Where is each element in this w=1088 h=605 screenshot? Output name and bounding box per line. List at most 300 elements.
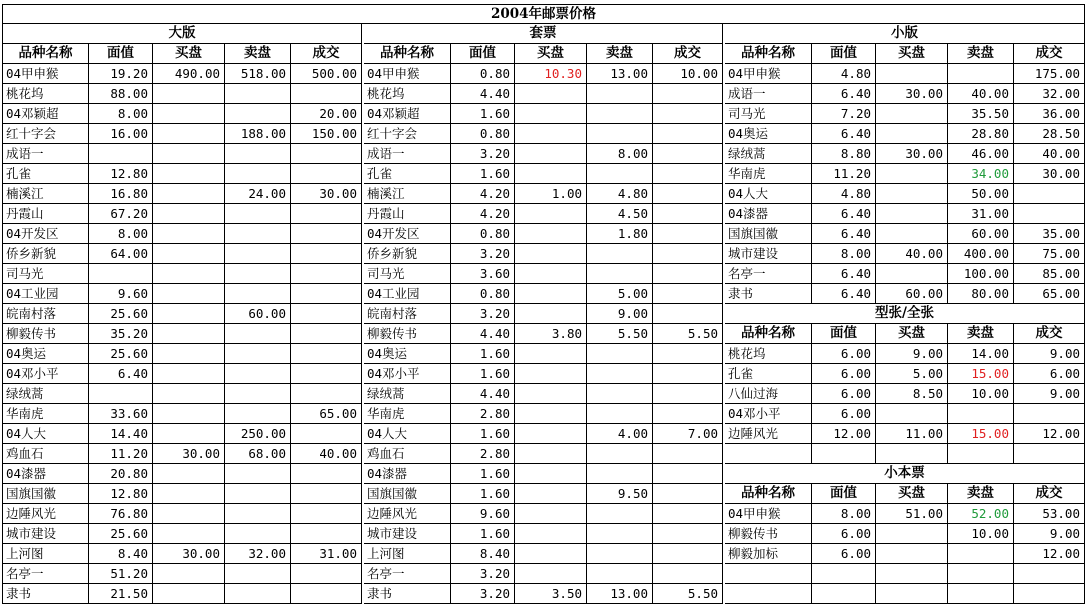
cell-face-value[interactable]: 51.20 <box>89 564 153 584</box>
cell-ask[interactable]: 250.00 <box>225 424 291 444</box>
cell-face-value[interactable]: 16.80 <box>89 184 153 204</box>
cell-name[interactable]: 04奥运 <box>2 344 89 364</box>
cell-face-value[interactable]: 25.60 <box>89 304 153 324</box>
cell-deal[interactable] <box>291 164 362 184</box>
cell-face-value[interactable]: 20.80 <box>89 464 153 484</box>
cell-bid[interactable] <box>515 344 587 364</box>
cell-face-value[interactable]: 1.60 <box>451 344 515 364</box>
cell-ask[interactable]: 518.00 <box>225 64 291 84</box>
cell-bid[interactable]: 40.00 <box>876 244 948 264</box>
cell-ask[interactable] <box>587 504 653 524</box>
cell-face-value[interactable]: 6.00 <box>812 384 876 404</box>
cell-bid[interactable] <box>153 464 225 484</box>
cell-face-value[interactable]: 8.00 <box>812 504 876 524</box>
cell-name[interactable]: 红十字会 <box>2 124 89 144</box>
header-face-value[interactable]: 面值 <box>812 484 876 504</box>
cell-face-value[interactable]: 35.20 <box>89 324 153 344</box>
header-face-value[interactable]: 面值 <box>451 44 515 64</box>
cell-ask[interactable] <box>225 564 291 584</box>
cell-name[interactable]: 04甲申猴 <box>2 64 89 84</box>
cell-name[interactable]: 04甲申猴 <box>725 504 812 524</box>
header-name[interactable]: 品种名称 <box>725 324 812 344</box>
header-ask[interactable]: 卖盘 <box>587 44 653 64</box>
cell-ask[interactable]: 4.00 <box>587 424 653 444</box>
cell-face-value[interactable]: 6.40 <box>812 284 876 304</box>
cell-bid[interactable] <box>876 544 948 564</box>
cell-face-value[interactable]: 1.60 <box>451 364 515 384</box>
empty-cell[interactable] <box>725 564 812 584</box>
header-face-value[interactable]: 面值 <box>812 44 876 64</box>
cell-deal[interactable]: 10.00 <box>653 64 723 84</box>
cell-face-value[interactable]: 0.80 <box>451 64 515 84</box>
header-bid[interactable]: 买盘 <box>876 324 948 344</box>
cell-face-value[interactable]: 6.40 <box>812 124 876 144</box>
cell-bid[interactable] <box>515 264 587 284</box>
cell-bid[interactable]: 1.00 <box>515 184 587 204</box>
cell-ask[interactable] <box>587 464 653 484</box>
header-bid[interactable]: 买盘 <box>153 44 225 64</box>
cell-name[interactable]: 桃花坞 <box>2 84 89 104</box>
cell-deal[interactable] <box>291 144 362 164</box>
cell-name[interactable]: 边陲风光 <box>725 424 812 444</box>
empty-cell[interactable] <box>876 584 948 604</box>
cell-face-value[interactable]: 76.80 <box>89 504 153 524</box>
cell-ask[interactable] <box>225 584 291 604</box>
cell-deal[interactable]: 85.00 <box>1014 264 1085 284</box>
cell-face-value[interactable]: 1.60 <box>451 484 515 504</box>
header-deal[interactable]: 成交 <box>291 44 362 64</box>
cell-name[interactable]: 侨乡新貌 <box>2 244 89 264</box>
cell-name[interactable]: 绿绒蒿 <box>364 384 451 404</box>
cell-name[interactable]: 04奥运 <box>364 344 451 364</box>
cell-face-value[interactable]: 6.00 <box>812 524 876 544</box>
cell-face-value[interactable]: 6.00 <box>812 364 876 384</box>
cell-name[interactable]: 红十字会 <box>364 124 451 144</box>
cell-name[interactable]: 国旗国徽 <box>364 484 451 504</box>
header-bid[interactable]: 买盘 <box>876 44 948 64</box>
cell-name[interactable]: 侨乡新貌 <box>364 244 451 264</box>
cell-name[interactable]: 丹霞山 <box>2 204 89 224</box>
cell-name[interactable]: 华南虎 <box>2 404 89 424</box>
cell-name[interactable]: 华南虎 <box>364 404 451 424</box>
cell-bid[interactable] <box>153 204 225 224</box>
cell-name[interactable]: 楠溪江 <box>2 184 89 204</box>
cell-name[interactable]: 柳毅传书 <box>2 324 89 344</box>
cell-bid[interactable]: 60.00 <box>876 284 948 304</box>
cell-ask[interactable] <box>948 404 1014 424</box>
cell-deal[interactable] <box>653 204 723 224</box>
cell-name[interactable]: 成语一 <box>725 84 812 104</box>
cell-bid[interactable] <box>515 444 587 464</box>
cell-bid[interactable] <box>876 524 948 544</box>
cell-deal[interactable] <box>291 304 362 324</box>
cell-face-value[interactable]: 3.20 <box>451 564 515 584</box>
cell-ask[interactable]: 5.50 <box>587 324 653 344</box>
cell-bid[interactable] <box>153 524 225 544</box>
cell-deal[interactable] <box>291 524 362 544</box>
cell-bid[interactable] <box>153 84 225 104</box>
cell-ask[interactable]: 13.00 <box>587 584 653 604</box>
cell-ask[interactable]: 9.50 <box>587 484 653 504</box>
section-title-taopiao[interactable]: 套票 <box>364 24 723 44</box>
cell-ask[interactable]: 188.00 <box>225 124 291 144</box>
cell-name[interactable]: 绿绒蒿 <box>2 384 89 404</box>
cell-face-value[interactable]: 8.00 <box>89 224 153 244</box>
cell-bid[interactable] <box>515 84 587 104</box>
cell-ask[interactable] <box>587 404 653 424</box>
cell-deal[interactable] <box>1014 204 1085 224</box>
section-title-xiaobenpiao[interactable]: 小本票 <box>725 464 1085 484</box>
cell-bid[interactable] <box>153 364 225 384</box>
cell-name[interactable]: 华南虎 <box>725 164 812 184</box>
cell-deal[interactable]: 30.00 <box>1014 164 1085 184</box>
cell-name[interactable]: 桃花坞 <box>725 344 812 364</box>
cell-deal[interactable] <box>291 364 362 384</box>
header-face-value[interactable]: 面值 <box>812 324 876 344</box>
cell-deal[interactable]: 9.00 <box>1014 344 1085 364</box>
cell-ask[interactable] <box>225 244 291 264</box>
empty-cell[interactable] <box>812 444 876 464</box>
cell-face-value[interactable]: 4.80 <box>812 64 876 84</box>
cell-deal[interactable] <box>1014 184 1085 204</box>
cell-bid[interactable]: 9.00 <box>876 344 948 364</box>
cell-face-value[interactable]: 67.20 <box>89 204 153 224</box>
cell-deal[interactable] <box>291 264 362 284</box>
cell-name[interactable]: 04邓小平 <box>725 404 812 424</box>
cell-deal[interactable]: 32.00 <box>1014 84 1085 104</box>
cell-face-value[interactable]: 11.20 <box>812 164 876 184</box>
cell-bid[interactable] <box>876 204 948 224</box>
cell-deal[interactable] <box>291 484 362 504</box>
cell-bid[interactable] <box>153 124 225 144</box>
cell-name[interactable]: 上河图 <box>364 544 451 564</box>
cell-deal[interactable]: 12.00 <box>1014 544 1085 564</box>
empty-cell[interactable] <box>948 584 1014 604</box>
cell-face-value[interactable]: 1.60 <box>451 464 515 484</box>
cell-ask[interactable] <box>587 84 653 104</box>
cell-name[interactable]: 04漆器 <box>2 464 89 484</box>
section-title-daban[interactable]: 大版 <box>2 24 362 44</box>
cell-ask[interactable] <box>587 244 653 264</box>
cell-face-value[interactable]: 14.40 <box>89 424 153 444</box>
cell-deal[interactable] <box>653 364 723 384</box>
cell-face-value[interactable] <box>89 384 153 404</box>
cell-name[interactable]: 司马光 <box>725 104 812 124</box>
cell-deal[interactable]: 9.00 <box>1014 524 1085 544</box>
cell-bid[interactable] <box>153 324 225 344</box>
cell-deal[interactable]: 12.00 <box>1014 424 1085 444</box>
cell-bid[interactable] <box>515 244 587 264</box>
cell-deal[interactable] <box>291 84 362 104</box>
cell-deal[interactable] <box>1014 404 1085 424</box>
cell-face-value[interactable]: 21.50 <box>89 584 153 604</box>
cell-ask[interactable] <box>587 264 653 284</box>
cell-bid[interactable] <box>153 384 225 404</box>
cell-bid[interactable] <box>153 144 225 164</box>
cell-ask[interactable] <box>948 64 1014 84</box>
header-name[interactable]: 品种名称 <box>725 484 812 504</box>
cell-name[interactable]: 名亭一 <box>2 564 89 584</box>
cell-deal[interactable]: 40.00 <box>291 444 362 464</box>
cell-ask[interactable]: 80.00 <box>948 284 1014 304</box>
empty-cell[interactable] <box>876 444 948 464</box>
cell-bid[interactable]: 3.50 <box>515 584 587 604</box>
cell-name[interactable]: 04人大 <box>725 184 812 204</box>
cell-ask[interactable] <box>225 504 291 524</box>
cell-deal[interactable] <box>291 344 362 364</box>
cell-bid[interactable] <box>515 464 587 484</box>
cell-face-value[interactable]: 4.40 <box>451 384 515 404</box>
cell-bid[interactable] <box>153 304 225 324</box>
cell-deal[interactable] <box>653 164 723 184</box>
cell-name[interactable]: 城市建设 <box>725 244 812 264</box>
cell-ask[interactable]: 13.00 <box>587 64 653 84</box>
cell-name[interactable]: 司马光 <box>2 264 89 284</box>
cell-ask[interactable]: 31.00 <box>948 204 1014 224</box>
cell-name[interactable]: 国旗国徽 <box>725 224 812 244</box>
cell-deal[interactable] <box>653 444 723 464</box>
cell-face-value[interactable]: 88.00 <box>89 84 153 104</box>
cell-deal[interactable] <box>653 224 723 244</box>
cell-deal[interactable]: 65.00 <box>291 404 362 424</box>
cell-face-value[interactable]: 4.80 <box>812 184 876 204</box>
cell-name[interactable]: 04甲申猴 <box>725 64 812 84</box>
cell-face-value[interactable]: 6.40 <box>812 204 876 224</box>
cell-name[interactable]: 孔雀 <box>364 164 451 184</box>
cell-bid[interactable] <box>876 124 948 144</box>
cell-deal[interactable] <box>291 464 362 484</box>
cell-deal[interactable] <box>291 584 362 604</box>
cell-face-value[interactable]: 3.20 <box>451 304 515 324</box>
cell-face-value[interactable]: 12.80 <box>89 484 153 504</box>
header-ask[interactable]: 卖盘 <box>948 324 1014 344</box>
cell-deal[interactable] <box>653 404 723 424</box>
cell-face-value[interactable]: 11.20 <box>89 444 153 464</box>
cell-face-value[interactable]: 16.00 <box>89 124 153 144</box>
cell-bid[interactable] <box>153 424 225 444</box>
cell-deal[interactable]: 36.00 <box>1014 104 1085 124</box>
cell-bid[interactable] <box>153 244 225 264</box>
cell-ask[interactable] <box>225 84 291 104</box>
cell-ask[interactable] <box>225 164 291 184</box>
cell-name[interactable]: 隶书 <box>364 584 451 604</box>
cell-bid[interactable] <box>876 184 948 204</box>
cell-bid[interactable] <box>876 164 948 184</box>
cell-face-value[interactable]: 19.20 <box>89 64 153 84</box>
header-name[interactable]: 品种名称 <box>725 44 812 64</box>
cell-ask[interactable]: 4.80 <box>587 184 653 204</box>
cell-name[interactable]: 04邓小平 <box>2 364 89 384</box>
cell-name[interactable]: 04人大 <box>2 424 89 444</box>
cell-face-value[interactable]: 8.00 <box>89 104 153 124</box>
cell-bid[interactable] <box>153 584 225 604</box>
cell-name[interactable]: 鸡血石 <box>364 444 451 464</box>
cell-deal[interactable]: 30.00 <box>291 184 362 204</box>
cell-bid[interactable] <box>153 224 225 244</box>
cell-deal[interactable] <box>653 264 723 284</box>
cell-bid[interactable] <box>515 564 587 584</box>
cell-name[interactable]: 柳毅传书 <box>725 524 812 544</box>
cell-ask[interactable] <box>225 364 291 384</box>
cell-bid[interactable] <box>515 424 587 444</box>
empty-cell[interactable] <box>1014 564 1085 584</box>
cell-name[interactable]: 绿绒蒿 <box>725 144 812 164</box>
cell-face-value[interactable]: 12.80 <box>89 164 153 184</box>
cell-bid[interactable]: 5.00 <box>876 364 948 384</box>
cell-name[interactable]: 隶书 <box>2 584 89 604</box>
cell-name[interactable]: 柳毅加标 <box>725 544 812 564</box>
cell-ask[interactable] <box>587 104 653 124</box>
cell-deal[interactable]: 40.00 <box>1014 144 1085 164</box>
empty-cell[interactable] <box>725 584 812 604</box>
cell-face-value[interactable]: 33.60 <box>89 404 153 424</box>
header-ask[interactable]: 卖盘 <box>948 484 1014 504</box>
cell-face-value[interactable]: 25.60 <box>89 344 153 364</box>
cell-bid[interactable] <box>515 204 587 224</box>
cell-ask[interactable]: 46.00 <box>948 144 1014 164</box>
cell-bid[interactable] <box>515 404 587 424</box>
cell-ask[interactable]: 10.00 <box>948 384 1014 404</box>
cell-name[interactable]: 边陲风光 <box>2 504 89 524</box>
cell-ask[interactable] <box>587 364 653 384</box>
empty-cell[interactable] <box>1014 584 1085 604</box>
cell-name[interactable]: 桃花坞 <box>364 84 451 104</box>
cell-name[interactable]: 皖南村落 <box>364 304 451 324</box>
header-deal[interactable]: 成交 <box>1014 484 1085 504</box>
cell-bid[interactable] <box>515 144 587 164</box>
cell-ask[interactable] <box>225 104 291 124</box>
cell-ask[interactable] <box>225 464 291 484</box>
cell-bid[interactable] <box>515 164 587 184</box>
cell-ask[interactable] <box>587 564 653 584</box>
cell-deal[interactable] <box>653 564 723 584</box>
sheet-title[interactable]: 2004年邮票价格 <box>2 4 1085 24</box>
cell-deal[interactable] <box>291 564 362 584</box>
cell-name[interactable]: 鸡血石 <box>2 444 89 464</box>
cell-bid[interactable] <box>153 164 225 184</box>
cell-name[interactable]: 04甲申猴 <box>364 64 451 84</box>
cell-name[interactable]: 皖南村落 <box>2 304 89 324</box>
cell-face-value[interactable]: 6.40 <box>812 84 876 104</box>
cell-deal[interactable]: 35.00 <box>1014 224 1085 244</box>
cell-deal[interactable]: 175.00 <box>1014 64 1085 84</box>
cell-ask[interactable]: 24.00 <box>225 184 291 204</box>
cell-name[interactable]: 八仙过海 <box>725 384 812 404</box>
cell-deal[interactable] <box>653 184 723 204</box>
cell-bid[interactable] <box>876 64 948 84</box>
header-deal[interactable]: 成交 <box>1014 324 1085 344</box>
cell-face-value[interactable]: 12.00 <box>812 424 876 444</box>
cell-bid[interactable]: 51.00 <box>876 504 948 524</box>
cell-face-value[interactable]: 0.80 <box>451 224 515 244</box>
header-bid[interactable]: 买盘 <box>876 484 948 504</box>
cell-ask[interactable]: 10.00 <box>948 524 1014 544</box>
cell-bid[interactable] <box>876 264 948 284</box>
cell-deal[interactable]: 500.00 <box>291 64 362 84</box>
cell-bid[interactable] <box>515 124 587 144</box>
cell-bid[interactable]: 30.00 <box>153 544 225 564</box>
cell-face-value[interactable] <box>89 264 153 284</box>
cell-ask[interactable] <box>225 284 291 304</box>
cell-deal[interactable] <box>653 284 723 304</box>
cell-bid[interactable] <box>515 224 587 244</box>
cell-face-value[interactable]: 1.60 <box>451 164 515 184</box>
cell-deal[interactable] <box>291 204 362 224</box>
cell-deal[interactable]: 53.00 <box>1014 504 1085 524</box>
cell-name[interactable]: 04工业园 <box>2 284 89 304</box>
cell-ask[interactable]: 60.00 <box>225 304 291 324</box>
header-name[interactable]: 品种名称 <box>2 44 89 64</box>
cell-ask[interactable]: 15.00 <box>948 364 1014 384</box>
cell-bid[interactable] <box>876 404 948 424</box>
cell-face-value[interactable]: 25.60 <box>89 524 153 544</box>
cell-ask[interactable] <box>225 264 291 284</box>
cell-deal[interactable] <box>291 244 362 264</box>
cell-bid[interactable] <box>153 344 225 364</box>
cell-ask[interactable]: 1.80 <box>587 224 653 244</box>
cell-deal[interactable] <box>291 324 362 344</box>
empty-cell[interactable] <box>948 564 1014 584</box>
cell-ask[interactable] <box>225 324 291 344</box>
cell-deal[interactable]: 9.00 <box>1014 384 1085 404</box>
cell-face-value[interactable]: 64.00 <box>89 244 153 264</box>
cell-bid[interactable]: 30.00 <box>153 444 225 464</box>
cell-ask[interactable]: 35.50 <box>948 104 1014 124</box>
cell-ask[interactable]: 68.00 <box>225 444 291 464</box>
cell-name[interactable]: 04漆器 <box>364 464 451 484</box>
empty-cell[interactable] <box>812 584 876 604</box>
cell-face-value[interactable]: 7.20 <box>812 104 876 124</box>
cell-deal[interactable]: 6.00 <box>1014 364 1085 384</box>
cell-bid[interactable] <box>515 504 587 524</box>
cell-ask[interactable] <box>587 444 653 464</box>
cell-deal[interactable] <box>653 384 723 404</box>
cell-face-value[interactable]: 4.40 <box>451 324 515 344</box>
cell-name[interactable]: 上河图 <box>2 544 89 564</box>
cell-name[interactable]: 司马光 <box>364 264 451 284</box>
cell-bid[interactable]: 30.00 <box>876 144 948 164</box>
cell-face-value[interactable]: 6.00 <box>812 404 876 424</box>
cell-bid[interactable] <box>515 484 587 504</box>
cell-ask[interactable]: 15.00 <box>948 424 1014 444</box>
cell-name[interactable]: 楠溪江 <box>364 184 451 204</box>
cell-deal[interactable]: 5.50 <box>653 324 723 344</box>
header-face-value[interactable]: 面值 <box>89 44 153 64</box>
cell-ask[interactable] <box>225 484 291 504</box>
cell-deal[interactable]: 28.50 <box>1014 124 1085 144</box>
cell-bid[interactable] <box>515 304 587 324</box>
cell-bid[interactable] <box>515 544 587 564</box>
cell-ask[interactable] <box>587 344 653 364</box>
cell-bid[interactable] <box>153 284 225 304</box>
cell-face-value[interactable]: 9.60 <box>89 284 153 304</box>
cell-face-value[interactable]: 6.40 <box>812 224 876 244</box>
cell-ask[interactable]: 9.00 <box>587 304 653 324</box>
cell-ask[interactable]: 8.00 <box>587 144 653 164</box>
header-deal[interactable]: 成交 <box>1014 44 1085 64</box>
cell-face-value[interactable]: 3.20 <box>451 244 515 264</box>
cell-ask[interactable] <box>225 384 291 404</box>
cell-ask[interactable] <box>587 124 653 144</box>
cell-deal[interactable] <box>653 544 723 564</box>
cell-face-value[interactable]: 8.40 <box>451 544 515 564</box>
empty-cell[interactable] <box>725 444 812 464</box>
cell-name[interactable]: 柳毅传书 <box>364 324 451 344</box>
cell-ask[interactable] <box>587 524 653 544</box>
cell-deal[interactable] <box>653 344 723 364</box>
cell-deal[interactable] <box>291 504 362 524</box>
cell-name[interactable]: 成语一 <box>364 144 451 164</box>
